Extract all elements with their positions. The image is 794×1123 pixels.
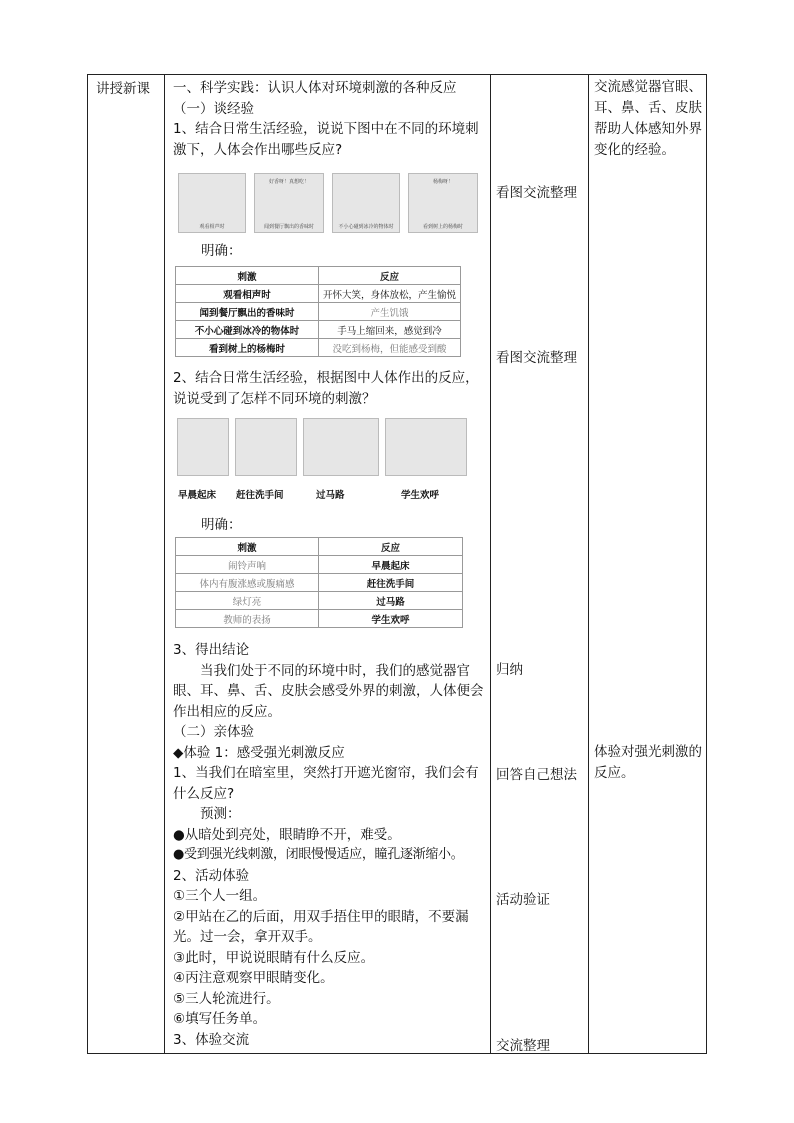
prediction-bullet-2: ●受到强光线刺激，闭眼慢慢适应，瞳孔逐渐缩小。	[173, 847, 464, 862]
table-row: 不小心碰到冰冷的物体时 手马上缩回来，感觉到冷	[176, 321, 461, 339]
photo-waxberry-tree: 杨梅呀！ 看到树上的杨梅时	[408, 173, 478, 233]
photo-students-cheer	[385, 418, 467, 476]
section-label: 讲授新课	[96, 81, 150, 97]
heading-1: 一、科学实践：认识人体对环境刺激的各种反应	[173, 80, 457, 96]
student-activity-4: 回答自己想法	[496, 767, 577, 783]
step-1: ①三个人一组。	[173, 888, 267, 904]
caption-cross-road: 过马路	[316, 490, 345, 501]
table-row: 看到树上的杨梅时 没吃到杨梅，但能感受到酸	[176, 339, 461, 357]
stimulus-reaction-table-2	[175, 537, 463, 628]
table-row: 刺激 反应	[176, 538, 463, 556]
experience-title: ◆体验 1：感受强光刺激反应	[173, 744, 345, 761]
experience-question-2: 2、活动体验	[173, 867, 250, 884]
photo-watching-crosstalk: 观看相声时	[178, 173, 246, 233]
photo-touch-cold: 不小心碰到冰冷的物体时	[332, 173, 400, 233]
stimulus-reaction-table-1	[175, 266, 461, 357]
table-row: 观看相声时 开怀大笑，身体放松，产生愉悦	[176, 285, 461, 303]
table-row: 教师的表扬 学生欢呼	[176, 610, 463, 628]
student-activity-5: 活动验证	[496, 892, 550, 908]
caption-cheer: 学生欢呼	[401, 490, 440, 501]
step-5: ⑤三人轮流进行。	[173, 990, 280, 1007]
student-activity-2: 看图交流整理	[496, 350, 577, 366]
photo-cross-road	[303, 418, 379, 476]
question-1: 1、结合日常生活经验，说说下图中在不同的环境刺激下，人体会作出哪些反应?	[173, 121, 479, 158]
heading-3: （二）亲体验	[173, 724, 254, 740]
teacher-note-1: 交流感觉器官眼、耳、鼻、舌、皮肤帮助人体感知外界变化的经验。	[594, 79, 702, 158]
table-row: 闹铃声响 早晨起床	[176, 556, 463, 574]
student-activity-6: 交流整理	[496, 1038, 550, 1054]
question-2: 2、结合日常生活经验，根据图中人体作出的反应，说说受到了怎样不同环境的刺激？	[173, 370, 479, 407]
step-2: ②甲站在乙的后面，用双手捂住甲的眼睛，不要漏光。过一会，拿开双手。	[173, 908, 469, 945]
table-row: 刺激 反应	[176, 267, 461, 285]
predict-label: 预测：	[200, 806, 241, 822]
clarify-label-2: 明确：	[201, 517, 242, 533]
step-3: ③此时，甲说说眼睛有什么反应。	[173, 949, 375, 966]
conclusion-text: 当我们处于不同的环境中时，我们的感觉器官眼、耳、鼻、舌、皮肤会感受外界的刺激，人体便会作出相应的反应。	[173, 662, 484, 720]
prediction-bullet-1: ●从暗处到亮处，眼睛睁不开，难受。	[173, 826, 401, 843]
step-6: ⑥填写任务单。	[173, 1011, 267, 1027]
question-3: 3、得出结论	[173, 642, 250, 658]
table-row: 闻到餐厅飘出的香味时 产生饥饿	[176, 303, 461, 321]
image-row-1	[178, 173, 478, 233]
photo-rush-to-toilet	[235, 418, 297, 476]
table-row: 绿灯亮 过马路	[176, 592, 463, 610]
conclusion-block	[173, 640, 491, 1050]
experience-question-1: 1、当我们在暗室里，突然打开遮光窗帘，我们会有什么反应?	[173, 765, 479, 802]
step-4: ④丙注意观察甲眼睛变化。	[173, 970, 334, 986]
experience-question-3: 3、体验交流	[173, 1031, 250, 1048]
caption-wake-up: 早晨起床	[178, 490, 217, 501]
main-heading-block	[173, 78, 491, 160]
caption-toilet: 赶往洗手间	[236, 490, 284, 501]
photo-restaurant-smell: 好香呀！真想吃！ 闻到餐厅飘出的香味时	[254, 173, 324, 233]
column-divider	[588, 75, 589, 1053]
teacher-note-2: 体验对强光刺激的反应。	[594, 744, 702, 781]
student-activity-3: 归纳	[496, 662, 523, 678]
lesson-table	[87, 74, 707, 1054]
clarify-label-1: 明确：	[201, 243, 242, 259]
table-row: 体内有腹涨感或腹痛感 赶往洗手间	[176, 574, 463, 592]
column-divider	[164, 75, 165, 1053]
student-activity-1: 看图交流整理	[496, 185, 577, 201]
image-row-2	[177, 418, 467, 476]
photo-wake-up	[177, 418, 229, 476]
heading-2: （一）谈经验	[173, 100, 254, 117]
